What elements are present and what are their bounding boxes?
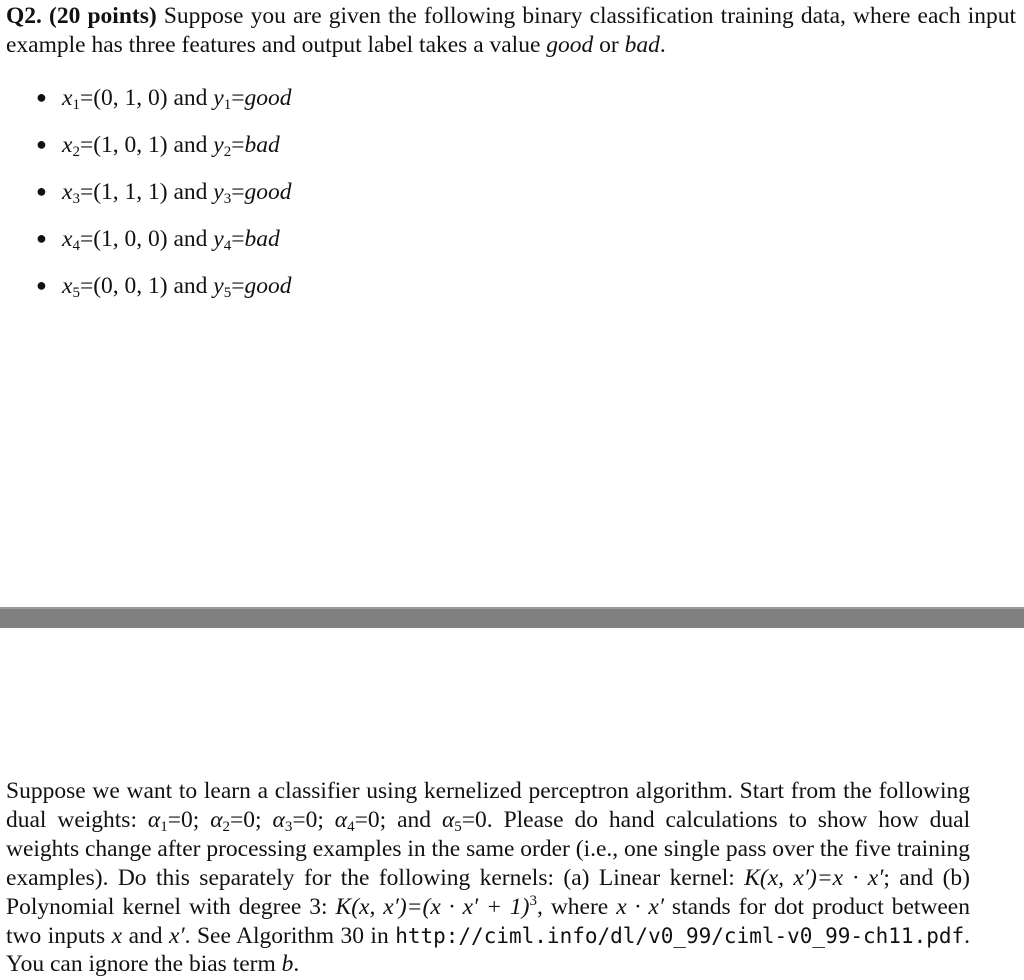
label-bad-term: bad xyxy=(624,32,660,58)
var-x-prime: x′ xyxy=(169,922,185,949)
alpha-symbol: α xyxy=(210,806,223,833)
example-x-var: x xyxy=(62,179,73,205)
list-item: ● $x_2=(1$, 0, 1) and $y_2=bad$ xyxy=(36,132,280,160)
para-sentence-1: Suppose we want to learn a classifier using kernelized perceptron algorithm. Start from the following dual weights: xyxy=(6,778,970,833)
bullet-icon: ● xyxy=(36,228,47,248)
example-x-index: 2 xyxy=(72,144,80,160)
list-item: ● $x_3=(1$, 1, 1) and $y_3=good$ xyxy=(36,179,292,207)
list-item: ● $x_5=(0$, 0, 1) and $y_5=good$ xyxy=(36,273,292,301)
alpha-symbol: α xyxy=(147,806,161,833)
reference-url: http://ciml.info/dl/v0_99/ciml-v0_99-ch11.pdf xyxy=(395,923,965,948)
alpha-index: 4 xyxy=(347,818,355,835)
example-and: and xyxy=(173,179,208,205)
example-and: and xyxy=(173,273,208,299)
example-label: good xyxy=(244,179,292,205)
dot-product-expr: x · x′ xyxy=(616,893,664,920)
example-y-index: 3 xyxy=(223,191,232,207)
para-sentence-2: Please do hand calculations to show how dual weights change after processing examples in the same order (i.e., one single pass over the five training examples). Do this separately for the following kernels: (a) Linear kernel: xyxy=(6,806,971,891)
and-word: and xyxy=(128,922,163,949)
bullet-icon: ● xyxy=(36,134,47,154)
intro-period: . xyxy=(659,32,666,58)
training-examples-list xyxy=(36,83,736,318)
list-item: ● $x_4=(1$, 0, 0) and $y_4=bad$ xyxy=(36,226,280,254)
example-and: and xyxy=(173,226,208,252)
example-y-index: 1 xyxy=(223,97,232,113)
or-word: or xyxy=(599,32,619,58)
example-vector: =(1, 1, 1) xyxy=(79,179,168,205)
poly-kernel-exponent: 3 xyxy=(529,892,537,909)
list-item: ● $x_1=(0$, 1, 0) and $y_1=good$ xyxy=(36,85,292,113)
example-and: and xyxy=(173,132,208,158)
question-header xyxy=(6,2,1016,60)
alpha-symbol: α xyxy=(272,806,285,833)
question-intro: Suppose you are given the following binary classification training data, where each input example has three features and output label takes a value xyxy=(6,3,1017,58)
example-x-index: 3 xyxy=(72,191,80,207)
example-label: good xyxy=(244,273,292,299)
para-sentence-7: . You can ignore the bias term xyxy=(6,922,971,978)
example-vector: =(1, 0, 1) xyxy=(79,132,168,158)
alpha-value: =0. xyxy=(461,806,493,833)
var-b: b xyxy=(281,951,294,978)
question-number: Q2. xyxy=(6,3,42,29)
example-y-index: 5 xyxy=(223,285,232,301)
bullet-icon: ● xyxy=(36,87,47,107)
example-y-var: y xyxy=(213,85,224,111)
example-y-index: 4 xyxy=(223,238,232,254)
example-vector: =(1, 0, 0) xyxy=(79,226,168,252)
alpha-value: =0; xyxy=(292,806,324,833)
para-end: . xyxy=(293,951,300,978)
example-y-index: 2 xyxy=(223,144,232,160)
example-y-var: y xyxy=(213,179,224,205)
bullet-icon: ● xyxy=(36,275,47,295)
example-y-var: y xyxy=(213,132,224,158)
alpha-index: 1 xyxy=(160,818,168,835)
para-sentence-4: , where xyxy=(537,893,609,920)
alpha-index: 3 xyxy=(284,818,293,835)
para-sentence-3: ; and (b) Polynomial kernel with degree 3: xyxy=(6,864,971,920)
alpha-symbol: α xyxy=(441,806,455,833)
question-points: (20 points) xyxy=(49,3,157,29)
alpha-value: =0; xyxy=(167,806,200,833)
example-y-var: y xyxy=(213,273,224,299)
example-label: good xyxy=(244,85,292,111)
example-vector: =(0, 0, 1) xyxy=(79,273,168,299)
task-paragraph xyxy=(6,777,970,979)
example-x-index: 5 xyxy=(72,285,80,301)
example-x-index: 1 xyxy=(72,97,80,113)
alpha-index: 2 xyxy=(222,818,231,835)
example-label: bad xyxy=(244,132,280,158)
para-sentence-6: . See Algorithm 30 in xyxy=(184,922,389,949)
alpha-symbol: α xyxy=(334,806,348,833)
alpha-value: =0; xyxy=(230,806,262,833)
example-x-var: x xyxy=(62,226,73,252)
bullet-icon: ● xyxy=(36,181,47,201)
var-x: x xyxy=(111,922,123,949)
alpha-value: =0; xyxy=(354,806,387,833)
example-label: bad xyxy=(244,226,280,252)
poly-kernel-formula: K(x, x′)=(x · x′ + 1) xyxy=(335,893,530,920)
example-vector: =(0, 1, 0) xyxy=(79,85,168,111)
example-x-var: x xyxy=(62,273,73,299)
example-and: and xyxy=(173,85,208,111)
linear-kernel-formula: K(x, x′)=x · x′ xyxy=(744,864,884,891)
example-x-var: x xyxy=(62,85,73,111)
example-y-var: y xyxy=(213,226,224,252)
example-x-var: x xyxy=(62,132,73,158)
example-x-index: 4 xyxy=(72,238,80,254)
and-word: and xyxy=(397,806,432,833)
para-sentence-5: stands for dot product between two inputs xyxy=(6,893,970,949)
page-divider xyxy=(0,607,1024,628)
alpha-index: 5 xyxy=(454,818,462,835)
label-good-term: good xyxy=(546,32,594,58)
